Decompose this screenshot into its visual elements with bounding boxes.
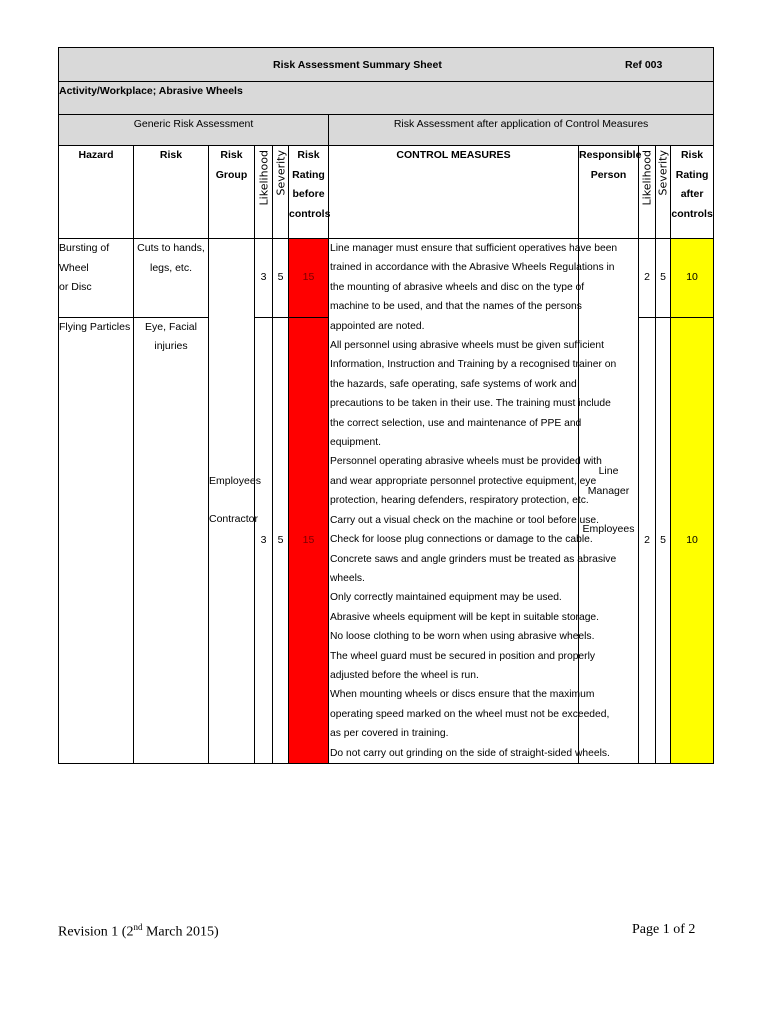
control-measure-line: protection, hearing defenders, respiratory protection, etc. bbox=[330, 495, 589, 507]
risk-cell bbox=[134, 239, 209, 318]
control-measure-line: equipment. bbox=[330, 437, 381, 449]
responsible-item: Line Manager bbox=[587, 465, 630, 497]
hazard-header: Hazard bbox=[59, 146, 134, 239]
revision-superscript: nd bbox=[133, 922, 143, 932]
control-measure-line: The wheel guard must be secured in position and properly bbox=[330, 650, 596, 662]
responsible-header-line1: Responsible bbox=[579, 149, 642, 161]
control-measure-line: precautions to be taken in their use. The training must include bbox=[330, 398, 611, 410]
control-measure-line: When mounting wheels or discs ensure that the maximum bbox=[330, 689, 595, 701]
control-measure-line: All personnel using abrasive wheels must be given sufficient bbox=[330, 340, 604, 352]
rating-before-line: before bbox=[292, 188, 325, 200]
risk-text: Cuts to hands, bbox=[137, 242, 205, 254]
risk-text: injuries bbox=[154, 340, 188, 353]
rating-before-header bbox=[289, 146, 329, 239]
rating-after-cell: 10 bbox=[671, 239, 714, 318]
revision-suffix: March 2015) bbox=[142, 924, 219, 940]
rating-before-cell: 15 bbox=[289, 239, 329, 318]
risk-group-header-line1: Risk bbox=[220, 149, 243, 161]
control-measure-line: the hazards, safe operating, safe systems of work and bbox=[330, 378, 577, 390]
risk-text: legs, etc. bbox=[149, 261, 193, 274]
control-measure-line: Only correctly maintained equipment may be used. bbox=[330, 592, 562, 604]
rating-after-cell: 10 bbox=[671, 317, 714, 763]
control-measure-line: Carry out a visual check on the machine or tool before use. bbox=[330, 514, 600, 526]
control-measure-line: operating speed marked on the wheel must not be exceeded, bbox=[330, 708, 610, 720]
risk-group-item: Contractor bbox=[209, 513, 259, 526]
risk-group-header-line2: Group bbox=[215, 168, 248, 181]
control-measures-header: CONTROL MEASURES bbox=[329, 146, 579, 239]
control-measure-line: trained in accordance with the Abrasive Wheels Regulations in bbox=[330, 262, 615, 274]
severity-after-cell: 5 bbox=[656, 317, 671, 763]
reference-number: Ref 003 bbox=[625, 59, 663, 71]
control-measure-line: the correct selection, use and maintenance of PPE and bbox=[330, 417, 582, 429]
risk-group-item: Employees bbox=[209, 474, 261, 487]
table-row bbox=[59, 239, 714, 318]
rating-before-line: controls bbox=[289, 207, 331, 220]
control-measure-line: and wear appropriate personnel protective equipment, eye bbox=[330, 475, 597, 487]
control-measure-line: adjusted before the wheel is run. bbox=[330, 669, 479, 681]
revision-prefix: Revision 1 (2 bbox=[58, 924, 134, 940]
control-measure-line: machine to be used, and that the names of the persons bbox=[330, 301, 582, 313]
hazard-text: Bursting of Wheel bbox=[59, 242, 110, 274]
severity-after-header-text: Severity bbox=[656, 150, 670, 196]
control-measure-line: Line manager must ensure that sufficient operatives have been bbox=[330, 243, 618, 254]
risk-text: Eye, Facial bbox=[145, 320, 197, 333]
control-measure-line: the mounting of abrasive wheels and disc on the type of bbox=[330, 281, 585, 293]
likelihood-after-cell: 2 bbox=[639, 239, 656, 318]
control-measure-line: Concrete saws and angle grinders must be treated as abrasive bbox=[330, 553, 617, 565]
severity-header-text: Severity bbox=[273, 150, 287, 196]
responsible-item: Employees bbox=[582, 523, 635, 536]
hazard-text: Flying Particles bbox=[59, 320, 131, 333]
severity-cell: 5 bbox=[273, 317, 289, 763]
revision-note bbox=[58, 922, 219, 941]
after-controls-section-header: Risk Assessment after application of Control Measures bbox=[329, 115, 714, 146]
rating-after-line: after bbox=[680, 188, 704, 200]
likelihood-cell: 3 bbox=[255, 239, 273, 318]
likelihood-after-cell: 2 bbox=[639, 317, 656, 763]
rating-after-line: controls bbox=[671, 207, 713, 220]
control-measure-line: Check for loose plug connections or damage to the cable. bbox=[330, 534, 593, 546]
severity-cell: 5 bbox=[273, 239, 289, 318]
page-number: Page 1 of 2 bbox=[632, 922, 696, 937]
activity-workplace: Activity/Workplace; Abrasive Wheels bbox=[59, 82, 714, 115]
severity-after-cell: 5 bbox=[656, 239, 671, 318]
risk-header: Risk bbox=[134, 146, 209, 239]
control-measure-line: wheels. bbox=[330, 572, 365, 584]
sheet-title: Risk Assessment Summary Sheet bbox=[273, 59, 442, 71]
risk-group-cell bbox=[209, 239, 261, 764]
rating-before-cell: 15 bbox=[289, 317, 329, 763]
control-measure-line: Information, Instruction and Training by a recognised trainer on bbox=[330, 359, 617, 371]
hazard-cell bbox=[59, 317, 134, 763]
hazard-text: or Disc bbox=[59, 281, 92, 293]
hazard-cell bbox=[59, 239, 134, 318]
likelihood-after-header-text: Likelihood bbox=[640, 150, 654, 206]
severity-header bbox=[273, 146, 289, 239]
likelihood-cell: 3 bbox=[255, 317, 273, 763]
rating-after-line: Risk bbox=[680, 149, 704, 161]
rating-after-header bbox=[671, 146, 714, 239]
generic-risk-section-header: Generic Risk Assessment bbox=[59, 115, 329, 146]
risk-cell bbox=[134, 317, 209, 763]
rating-after-line: Rating bbox=[675, 168, 709, 181]
control-measure-line: as per covered in training. bbox=[330, 728, 449, 740]
likelihood-header-text: Likelihood bbox=[256, 150, 270, 206]
control-measure-line: Do not carry out grinding on the side of straight-sided wheels. bbox=[330, 747, 610, 759]
control-measure-line: appointed are noted. bbox=[330, 320, 425, 332]
control-measure-line: Personnel operating abrasive wheels must be provided with bbox=[330, 456, 602, 468]
responsible-person-cell bbox=[579, 239, 639, 764]
responsible-person-header bbox=[579, 146, 642, 239]
severity-after-header bbox=[656, 146, 671, 239]
control-measure-line: No loose clothing to be worn when using abrasive wheels. bbox=[330, 631, 595, 643]
control-measure-line: Abrasive wheels equipment will be kept in suitable storage. bbox=[330, 611, 600, 623]
likelihood-header bbox=[255, 146, 273, 239]
title-bar bbox=[59, 48, 714, 82]
risk-assessment-table bbox=[58, 47, 714, 764]
responsible-header-line2: Person bbox=[590, 168, 627, 181]
risk-group-header bbox=[209, 146, 255, 239]
rating-before-line: Rating bbox=[292, 168, 325, 181]
rating-before-line: Risk bbox=[297, 149, 320, 161]
